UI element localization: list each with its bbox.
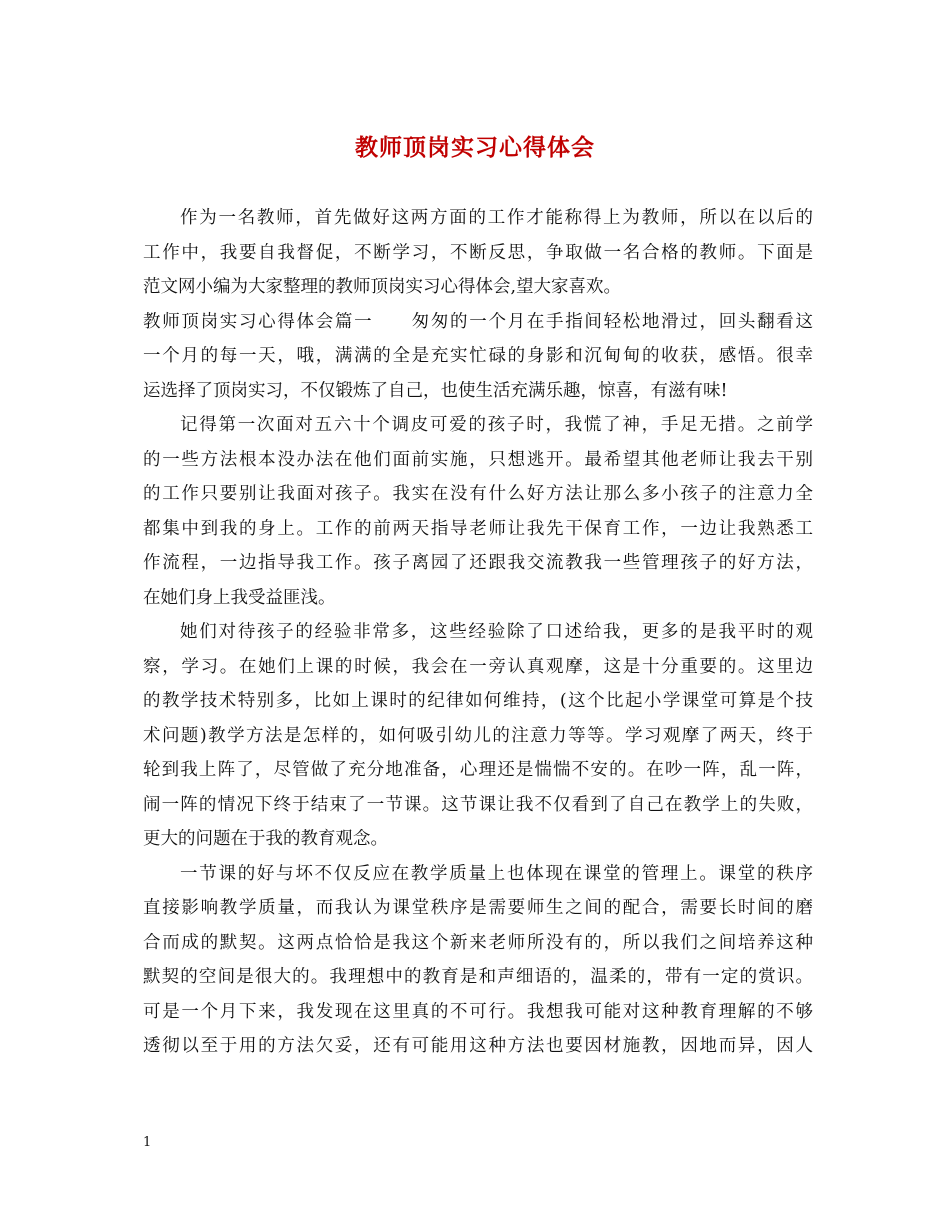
text-line: 都集中到我的身上。工作的前两天指导老师让我先干保育工作，一边让我熟悉工 <box>143 518 813 539</box>
text-line: 轮到我上阵了，尽管做了充分地准备，心理还是惴惴不安的。在吵一阵，乱一阵， <box>143 760 813 780</box>
text-line: 记得第一次面对五六十个调皮可爱的孩子时，我慌了神，手足无措。之前学 <box>180 415 813 435</box>
text-line: 闹一阵的情况下终于结束了一节课。这节课让我不仅看到了自己在教学上的失败， <box>143 794 813 815</box>
text-line: 术问题)教学方法是怎样的，如何吸引幼儿的注意力等等。学习观摩了两天，终于 <box>143 725 813 746</box>
text-line: 可是一个月下来，我发现在这里真的不可行。我想我可能对这种教育理解的不够 <box>143 1001 813 1022</box>
text-line: 一节课的好与坏不仅反应在教学质量上也体现在课堂的管理上。课堂的秩序 <box>180 863 813 884</box>
text-line: 的工作只要别让我面对孩子。我实在没有什么好方法让那么多小孩子的注意力全 <box>143 484 813 504</box>
text-line: 她们对待孩子的经验非常多，这些经验除了口述给我，更多的是我平时的观 <box>180 622 813 642</box>
document-body <box>143 201 813 1064</box>
text-line: 察，学习。在她们上课的时候，我会在一旁认真观摩，这是十分重要的。这里边 <box>143 656 813 677</box>
text-line: 一个月的每一天，哦，满满的全是充实忙碌的身影和沉甸甸的收获，感悟。很幸 <box>143 346 813 366</box>
text-line: 的教学技术特别多，比如上课时的纪律如何维持，(这个比起小学课堂可算是个技 <box>143 691 813 711</box>
text-line: 运选择了顶岗实习，不仅锻炼了自己，也使生活充满乐趣，惊喜，有滋有味! <box>143 380 728 401</box>
text-line: 的一些方法根本没办法在他们面前实施，只想逃开。最希望其他老师让我去干别 <box>143 449 813 470</box>
section-heading-line: 教师顶岗实习心得体会篇一 匆匆的一个月在手指间轻松地滑过，回头翻看这 <box>143 311 813 332</box>
text-line: 直接影响教学质量，而我认为课堂秩序是需要师生之间的配合，需要长时间的磨 <box>143 898 813 918</box>
text-line: 合而成的默契。这两点恰恰是我这个新来老师所没有的，所以我们之间培养这种 <box>143 932 813 953</box>
text-line: 在她们身上我受益匪浅。 <box>143 587 336 608</box>
text-line: 工作中，我要自我督促，不断学习，不断反思，争取做一名合格的教师。下面是 <box>143 242 813 263</box>
text-line: 透彻以至于用的方法欠妥，还有可能用这种方法也要因材施教，因地而异，因人 <box>143 1036 813 1056</box>
text-line: 范文网小编为大家整理的教师顶岗实习心得体会,望大家喜欢。 <box>143 277 622 297</box>
document-title: 教师顶岗实习心得体会 <box>355 134 595 161</box>
text-line: 更大的问题在于我的教育观念。 <box>143 829 388 849</box>
page-number: 1 <box>143 1135 152 1150</box>
text-line: 作流程，一边指导我工作。孩子离园了还跟我交流教我一些管理孩子的好方法， <box>143 553 813 573</box>
text-line: 作为一名教师，首先做好这两方面的工作才能称得上为教师，所以在以后的 <box>180 208 813 228</box>
text-line: 默契的空间是很大的。我理想中的教育是和声细语的，温柔的，带有一定的赏识。 <box>143 967 813 987</box>
